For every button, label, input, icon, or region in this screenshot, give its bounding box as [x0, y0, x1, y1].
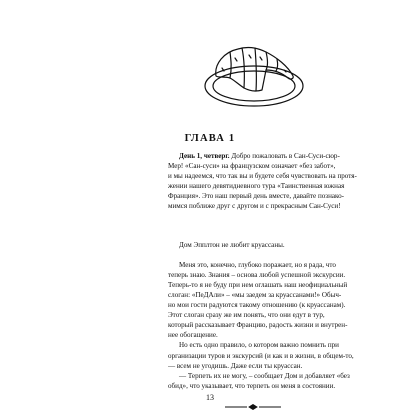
- body-line: Но есть одно правило, о котором важно помнить при: [179, 341, 339, 350]
- body-line: но мои гости радуются такому отношению (к круассанам).: [168, 301, 346, 310]
- day-label: День 1, четверг.: [179, 152, 230, 160]
- intro-line-text: жении нашего девятидневного тура «Таинственная южная: [168, 182, 345, 191]
- body-line: который рассказывает Францию, радость жизни и внутрен-: [168, 321, 348, 330]
- body-line: нее обогащение.: [168, 331, 218, 340]
- body-line: Дом Эпплтон не любит круассаны.: [179, 241, 285, 249]
- footer-ornament: [225, 404, 281, 410]
- intro-line-text: мимся поближе друг с другом и с прекрасным Сан-Суси!: [168, 202, 341, 211]
- intro-line-text: Мер! «Сан-суси» на французском означает «без забот»,: [168, 162, 336, 171]
- body-line: обид», что указывает, что терпеть он меня в состоянии.: [168, 381, 336, 390]
- body-line: теперь знаю. Знания – основа любой успешной экскурсии.: [168, 271, 346, 280]
- body-line: Этот слоган сразу же им понять, что они едут в тур,: [168, 311, 325, 320]
- intro-line: [168, 191, 364, 201]
- intro-paragraph: [168, 151, 364, 211]
- body-line: слоган: «ПеДАли» – «мы заедем за круассанами!» Обыч-: [168, 291, 342, 300]
- intro-line: [168, 171, 364, 181]
- body-line: — всем не угодишь. Даже если ты круассан.: [168, 361, 303, 370]
- intro-line-text: и мы надеемся, что так вы и будете себя чувствовать на протя-: [168, 172, 357, 181]
- intro-line: [168, 181, 364, 191]
- croissant-on-plate-illustration: [200, 40, 304, 112]
- intro-line-text: Добро пожаловать в Сан-Суси-сюр-: [229, 152, 340, 160]
- body-line: [168, 250, 364, 260]
- intro-line: [168, 161, 364, 171]
- body-line: Меня это, конечно, глубоко поражает, но я рада, что: [179, 261, 336, 270]
- intro-line: [168, 151, 364, 161]
- body-line: Теперь-то я не буду при нем оглашать наш неофициальный: [168, 281, 348, 290]
- body-line: — Терпеть их не могу, – сообщает Дом и добавляет «без: [179, 371, 350, 380]
- intro-line-text: Франция». Это наш первый день вместе, давайте познако-: [168, 192, 345, 201]
- page-number: 13: [206, 393, 214, 402]
- body-line: организации туров и экскурсий (и как и в жизни, в общем-то,: [168, 351, 354, 360]
- body-text: [168, 240, 364, 391]
- chapter-heading: ГЛАВА 1: [184, 133, 236, 144]
- intro-line: [168, 201, 364, 211]
